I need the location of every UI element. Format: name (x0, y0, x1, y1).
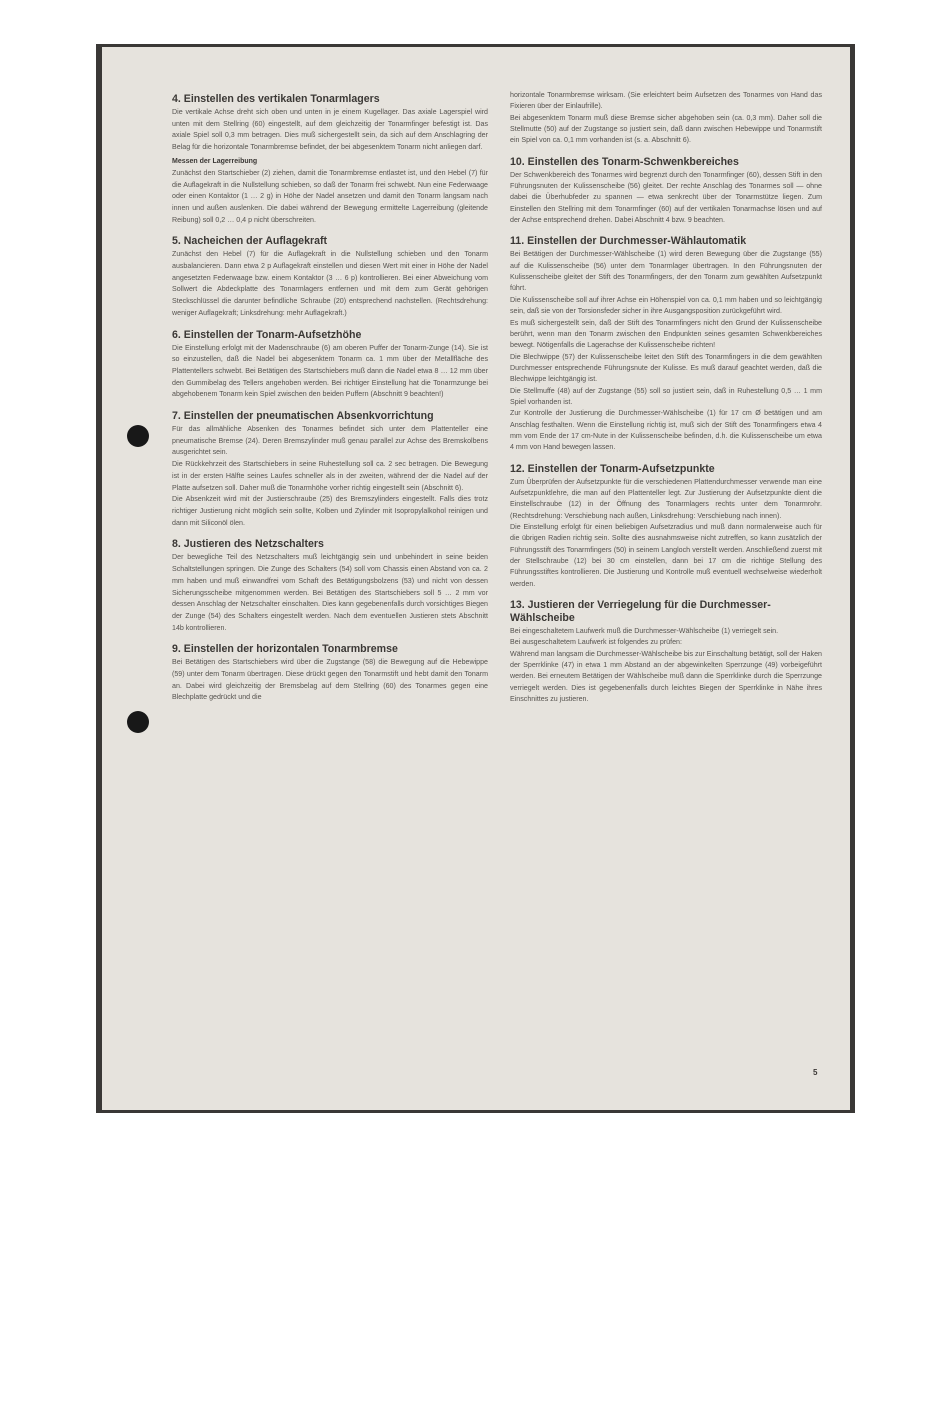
section (510, 599, 822, 705)
section-heading: 8. Justieren des Netzschalters (172, 538, 324, 551)
paragraph: Bei ausgeschaltetem Laufwerk ist folgendes zu prüfen: (510, 638, 682, 647)
section-heading: 12. Einstellen der Tonarm-Aufsetzpunkte (510, 462, 715, 475)
punch-hole-bottom (127, 711, 149, 733)
right-column (510, 90, 822, 714)
section-heading: 4. Einstellen des vertikalen Tonarmlagers (172, 93, 380, 105)
section-heading: 13. Justieren der Verriegelung für die Durchmesser-Wählscheibe (510, 599, 771, 625)
section (172, 93, 488, 226)
section (172, 538, 488, 634)
section (510, 235, 822, 453)
paragraph: Die vertikale Achse dreht sich oben und unten in je einem Kugellager. Das axiale Lagerspiel wird unten mit dem Stellring (60) eingestellt, auf dem gleichzeitig der Tonarmfinger befestigt ist. Das axiale Spiel soll 0,3 mm betragen. Dies muß sichergestellt sein, da sich auf dem Anschlagring der Belag für die horizontale Tonarmbremse befindet, der bei abgesenktem Tonarm nicht anliegen darf. (172, 108, 488, 152)
paragraph: Die Absenkzeit wird mit der Justierschraube (25) des Bremszylinders eingestellt. Falls dies trotz richtiger Justierung nicht möglich sein sollte, Kolben und Zylinder mit Isopropylalkohol reinigen und dann mit Siliconöl ölen. (172, 495, 488, 527)
paragraph: Zum Überprüfen der Aufsetzpunkte für die verschiedenen Plattendurchmesser verwende man eine Aufsetzpunktlehre, die man auf den Plattenteller legt. Zur Justierung der Aufsetzpunkte dient die Einstellschraube (12) in der Öffnung des Tonarmlagers rechts unter dem Tonarmrohr. (Rechtsdrehung: Verschiebung nach außen, Linksdrehung: Verschiebung nach innen). (510, 477, 822, 520)
section-heading: 5. Nacheichen der Auflagekraft (172, 235, 328, 248)
section (510, 463, 822, 590)
paragraph: Die Einstellung erfolgt mit der Madenschraube (6) am oberen Puffer der Tonarm-Zunge (14). Sie ist so einzustellen, daß die Nadel bei abgesenktem Tonarm ca. 1 mm über der Metallfläche des Plattentellers schwebt. Bei Betätigen des Startschiebers muß dann die Nadel etwa 8 … 12 mm über den Gummibelag des Tellers angehoben werden. Bei richtiger Einstellung hat die Tonarmzunge bei abgehobenem Tonarm kein Spiel zwischen den beiden Puffern (Abschnitt 9 beachten!) (172, 343, 488, 399)
paragraph: Während man langsam die Durchmesser-Wählscheibe bis zur Einschaltung betätigt, soll der Haken der Sperrklinke (47) in etwa 1 mm Abstand an der abgewinkelten Sperrzunge (49) vorbeigeführt werden. Bei erneutem Betätigen der Wählscheibe muß dann die Sperrklinke durch die Sperrzunge verriegelt werden. Dies ist gegebenenfalls durch leichtes Biegen der Sperrklinke in Nähe ihres Einschnittes zu justieren. (510, 649, 822, 704)
paragraph: horizontale Tonarmbremse wirksam. (Sie erleichtert beim Aufsetzen des Tonarmes von Hand das Fixieren über der Einlaufrille). (510, 91, 822, 111)
paragraph: Zunächst den Hebel (7) für die Auflagekraft in die Nullstellung schieben und den Tonarm ausbalancieren. Dann etwa 2 p Auflagekraft einstellen und diesen Wert mit einer in Höhe der Nadel angesetzten Federwaage bzw. einem Kontaktor (3 … 6 p) kontrollieren. Bei einer Abweichung vom Sollwert die Abdeckplatte des Tonarmlagers entfernen und mit dem zum Gerät gehörigen Steckschlüssel die darunter befindliche Schraube (20) entsprechend nachstellen. (Rechtsdrehung: weniger Auflagekraft; Linksdrehung: mehr Auflagekraft.) (172, 250, 488, 317)
subheading: Messen der Lagerreibung (172, 157, 258, 165)
paragraph: Für das allmähliche Absenken des Tonarmes befindet sich unter dem Plattenteller eine pneumatische Bremse (24). Deren Bremszylinder muß genau parallel zur Achse des Bremskolbens ausgerichtet sein. (172, 425, 488, 457)
punch-hole-top (127, 425, 149, 447)
section (172, 643, 488, 704)
section-heading: 11. Einstellen der Durchmesser-Wählautomatik (510, 235, 747, 248)
paragraph: Bei eingeschaltetem Laufwerk muß die Durchmesser-Wählscheibe (1) verriegelt sein. (510, 627, 779, 636)
paragraph: Die Blechwippe (57) der Kulissenscheibe leitet den Stift des Tonarmfingers in die dem gewählten Durchmesser entsprechende Führungsnute der Kulisse. Es muß darauf geachtet werden, daß die Blechwippe leichtgängig ist. (510, 352, 822, 384)
paragraph: Bei Betätigen des Startschiebers wird über die Zugstange (58) die Bewegung auf die Hebewippe (59) unter dem Tonarm übertragen. Diese drückt gegen den Tonarmstift und hebt damit den Tonarm an. Dabei wird gleichzeitig der Bremsbelag auf dem Stellring (60) des Tonarmes gegen eine Blechplatte gedrückt und die (172, 658, 488, 702)
section-heading: 7. Einstellen der pneumatischen Absenkvorrichtung (172, 410, 434, 423)
paragraph: Die Stellmuffe (48) auf der Zugstange (55) soll so justiert sein, daß in Ruhestellung 0,5 … 1 mm Spiel vorhanden ist. (510, 386, 822, 406)
paragraph: Zunächst den Startschieber (2) ziehen, damit die Tonarmbremse entlastet ist, und den Hebel (7) für die Auflagekraft in die Nullstellung schieben, so daß der Tonarm frei schwebt. Nun eine Federwaage oder einen Kontaktor (1 … 2 g) in Höhe der Nadel ansetzen und damit den Tonarm langsam nach innen und außen auslenken. Die dabei während der Bewegung ermittelte Lagerreibung (gleitende Reibung) soll 0,2 … 0,4 p nicht überschreiten. (172, 168, 488, 224)
paragraph: Die Rückkehrzeit des Startschiebers in seine Ruhestellung soll ca. 2 sec betragen. Die Bewegung ist in der ersten Hälfte seines Laufes schneller als in der zweiten, während der die Nadel auf der Platte aufsetzen soll. Daher muß die Tonarmhöhe vorher richtig eingestellt sein (Abschnitt 6). (172, 460, 488, 492)
paragraph: Der Schwenkbereich des Tonarmes wird begrenzt durch den Tonarmfinger (60), dessen Stift in den Führungsnuten der Kulissenscheibe (56) gleitet. Der rechte Anschlag des Tonarmes soll — ohne dabei die Überhubfeder zu spannen — etwa senkrecht über der Tonarmstütze liegen. Zum Einstellen den Stellring mit dem Tonarmfinger (60) auf der vertikalen Tonarmachse lösen und auf der Achse entsprechend drehen. Dabei Abschnitt 4 bzw. 9 beachten. (510, 170, 822, 225)
paragraph: Bei abgesenktem Tonarm muß diese Bremse sicher abgehoben sein (ca. 0,3 mm). Daher soll die Stellmutte (50) auf der Zugstange so justiert sein, daß dann zwischen Hebewippe und Tonarmstift ein Spiel von ca. 0,1 mm vorhanden ist (s. a. Abschnitt 6). (510, 113, 822, 145)
section (172, 329, 488, 402)
section-heading: 10. Einstellen des Tonarm-Schwenkbereiches (510, 155, 739, 168)
paragraph: Die Kulissenscheibe soll auf ihrer Achse ein Höhenspiel von ca. 0,1 mm haben und so leichtgängig sein, daß sie von der Torsionsfeder sicher in ihre Ausgangsposition zurückgeführt wird. (510, 295, 822, 316)
section (172, 410, 488, 529)
section (510, 156, 822, 227)
paragraph: Es muß sichergestellt sein, daß der Stift des Tonarmfingers nicht den Grund der Kulissenscheibe berührt, wenn man den Tonarm zwischen den Endpunkten seines gesamten Schwenkbereiches bewegt. Nötigenfalls die Lagerachse der Kulissenscheibe richten! (510, 318, 822, 350)
left-column (172, 93, 488, 713)
section (172, 235, 488, 319)
section (510, 90, 822, 147)
section-heading: 9. Einstellen der horizontalen Tonarmbremse (172, 643, 398, 656)
paragraph: Der bewegliche Teil des Netzschalters muß leichtgängig sein und unbehindert in seine beiden Schaltstellungen springen. Die Zunge des Schalters (54) soll vom Chassis einen Abstand von ca. 2 mm haben und muß einwandfrei vom Schaft des Betätigungsbolzens (53) und nicht von dessen Sicherungsscheibe mitgenommen werden. Bei Betätigen des Startschiebers soll 5 … 2 mm vor dessen Anschlag der Netzschalter einschalten. Dies kann gegebenenfalls durch vorsichtiges Biegen der Zunge (54) des Schalters eingestellt werden. Nach dem eventuellen Justieren stets Abschnitt 14b kontrollieren. (172, 553, 488, 632)
paragraph: Bei Betätigen der Durchmesser-Wählscheibe (1) wird deren Bewegung über die Zugstange (55) auf die Kulissenscheibe (56) unter dem Tonarmlager übertragen. In den Führungsnuten der Kulissenscheibe gleitet der Stift des Tonarmfingers, der den Tonarm zum gewählten Aufsetzpunkt führt. (510, 250, 822, 293)
section-heading: 6. Einstellen der Tonarm-Aufsetzhöhe (172, 328, 362, 341)
page-number: 5 (813, 1068, 818, 1077)
paragraph: Zur Kontrolle der Justierung die Durchmesser-Wählscheibe (1) für 17 cm Ø betätigen und am Anschlag festhalten. Wenn die Einstellung richtig ist, muß sich der Stift des Tonarmfingers etwa 4 mm vom Ende der 17 cm-Nute in der Kulissenscheibe befinden, d.h. die Kulissenscheibe um etwa 4 mm von Hand bewegen lassen. (510, 409, 822, 452)
paragraph: Die Einstellung erfolgt für einen beliebigen Aufsetzradius und muß dann normalerweise auch für die übrigen Radien richtig sein. Sollte dies ausnahmsweise nicht zutreffen, so kann zusätzlich der Führungsstift des Tonarmfingers (50) in seinem Langloch verstellt werden. Anschließend zuerst mit der Stellschraube (12) bei 30 cm einstellen, dann bei 17 cm die richtige Stellung des Führungsstiftes kontrollieren. Die Justierung und Kontrolle muß eventuell wechselweise wiederholt werden. (510, 523, 822, 588)
